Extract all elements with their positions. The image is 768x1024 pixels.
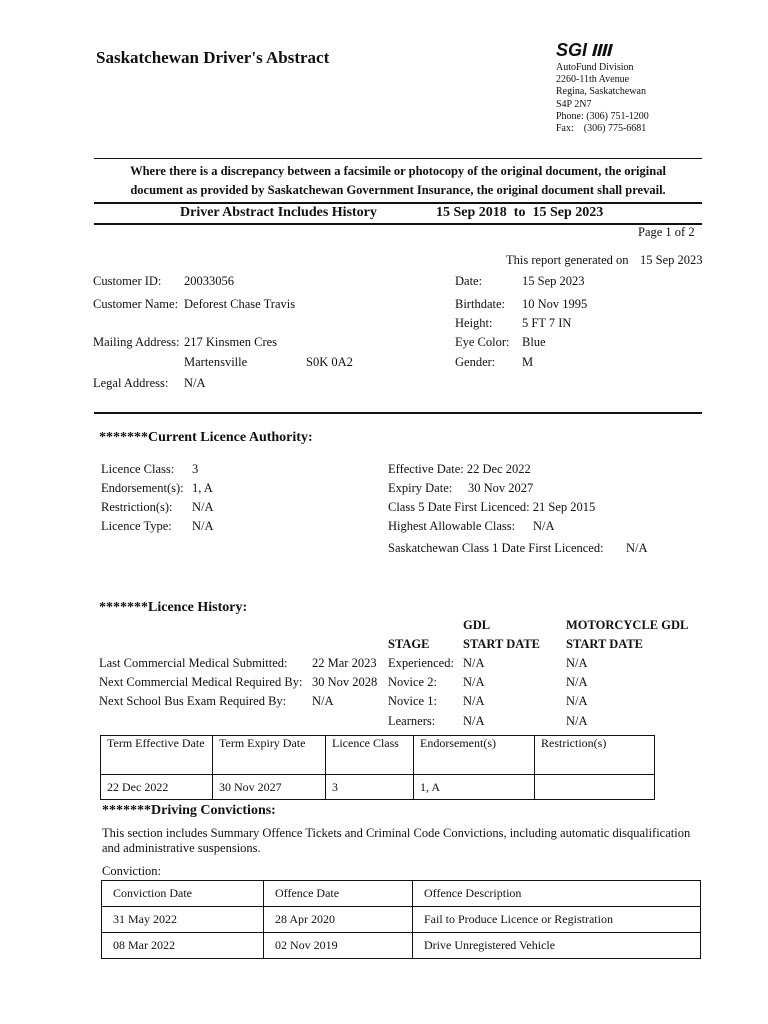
highest-class: N/A — [533, 519, 555, 533]
org-street: 2260-11th Avenue — [556, 74, 630, 86]
table-row — [102, 907, 701, 933]
endorsement-value: 1, A — [192, 481, 213, 495]
licence-class: 3 — [192, 462, 199, 476]
stage-row: Learners: — [388, 714, 436, 728]
org-division: AutoFund Division — [556, 62, 634, 73]
stage-gdl-value: N/A — [463, 694, 485, 708]
class5-first-licenced: Class 5 Date First Licenced: 21 Sep 2015 — [388, 500, 596, 514]
date-label: Date: — [455, 274, 483, 288]
height-label: Height: — [455, 316, 493, 330]
generated-date: 15 Sep 2023 — [640, 253, 703, 267]
school-bus-value: N/A — [312, 694, 334, 708]
conviction-label: Conviction: — [102, 864, 162, 878]
org-phone: Phone: (306) 751-1200 — [556, 110, 649, 122]
convictions-description: This section includes Summary Offence Tickets and Criminal Code Convictions, including automatic disqualification and administrative suspensions. — [102, 826, 691, 855]
mailing-postal: S0K 0A2 — [306, 355, 353, 369]
abstract-to: 15 Sep 2023 — [532, 205, 604, 220]
stage-gdl-value: N/A — [463, 656, 485, 670]
table-header-row — [102, 881, 701, 907]
legal-address: N/A — [184, 376, 206, 390]
legal-address-label: Legal Address: — [93, 376, 169, 390]
customer-id-label: Customer ID: — [93, 274, 162, 288]
sgi-logo — [556, 40, 614, 61]
licence-class-label: Licence Class: — [101, 462, 175, 476]
convictions-table — [101, 880, 701, 959]
org-city: Regina, Saskatchewan — [556, 86, 646, 98]
table-header-cell: Term Effective Date — [101, 736, 213, 775]
table-cell: 3 — [326, 775, 414, 800]
generated-label: This report generated on — [506, 253, 629, 267]
logo-stripes-icon — [592, 43, 614, 57]
abstract-from: 15 Sep 2018 — [436, 205, 507, 220]
table-header-row — [101, 736, 655, 775]
customer-rule — [94, 412, 702, 414]
endorsement-label: Endorsement(s): — [101, 481, 184, 495]
licence-authority-heading: *******Current Licence Authority: — [99, 430, 313, 445]
next-medical-label: Next Commercial Medical Required By: — [99, 675, 303, 689]
effective-date: Effective Date: 22 Dec 2022 — [388, 462, 531, 476]
stage-moto-value: N/A — [566, 694, 588, 708]
eye-color-label: Eye Color: — [455, 335, 510, 349]
org-address-block — [556, 62, 649, 135]
stage-row: Novice 1: — [388, 694, 437, 708]
header-rule — [94, 158, 702, 159]
table-cell: 1, A — [414, 775, 535, 800]
stage-row: Novice 2: — [388, 675, 437, 689]
table-cell: 30 Nov 2027 — [213, 775, 326, 800]
birthdate-label: Birthdate: — [455, 297, 505, 311]
table-cell: 28 Apr 2020 — [264, 907, 413, 933]
moto-start-header: START DATE — [566, 637, 644, 651]
class1-first-licenced: N/A — [626, 541, 648, 555]
gender-value: M — [522, 355, 534, 369]
eye-color-value: Blue — [522, 335, 546, 349]
motorcycle-gdl-header: MOTORCYCLE GDL — [566, 618, 689, 632]
mailing-address-label: Mailing Address: — [93, 335, 180, 349]
table-row — [102, 933, 701, 959]
stage-gdl-value: N/A — [463, 675, 485, 689]
table-cell — [535, 775, 655, 800]
org-fax: Fax: (306) 775-6681 — [556, 123, 647, 135]
last-medical-date: 22 Mar 2023 — [312, 656, 377, 670]
table-cell: 02 Nov 2019 — [264, 933, 413, 959]
document-title: Saskatchewan Driver's Abstract — [96, 48, 330, 67]
expiry-date-label: Expiry Date: — [388, 481, 453, 495]
stage-moto-value: N/A — [566, 656, 588, 670]
gdl-header: GDL — [463, 618, 491, 632]
licence-term-table — [100, 735, 655, 800]
abstract-top-rule — [94, 202, 702, 204]
table-header-cell: Offence Date — [264, 881, 413, 907]
restriction-label: Restriction(s): — [101, 500, 173, 514]
licence-type: N/A — [192, 519, 214, 533]
stage-moto-value: N/A — [566, 675, 588, 689]
customer-id: 20033056 — [184, 274, 234, 288]
table-cell: 08 Mar 2022 — [102, 933, 264, 959]
table-header-cell: Licence Class — [326, 736, 414, 775]
stage-moto-value: N/A — [566, 714, 588, 728]
customer-name: Deforest Chase Travis — [184, 297, 296, 311]
expiry-date: 30 Nov 2027 — [468, 481, 534, 495]
highest-class-label: Highest Allowable Class: — [388, 519, 516, 533]
birthdate-value: 10 Nov 1995 — [522, 297, 588, 311]
licence-history-heading: *******Licence History: — [99, 600, 248, 615]
mailing-street: 217 Kinsmen Cres — [184, 335, 278, 349]
table-header-cell: Offence Description — [413, 881, 701, 907]
table-header-cell: Endorsement(s) — [414, 736, 535, 775]
stage-gdl-value: N/A — [463, 714, 485, 728]
abstract-bottom-rule — [94, 223, 702, 225]
table-cell: Fail to Produce Licence or Registration — [413, 907, 701, 933]
gender-label: Gender: — [455, 355, 496, 369]
school-bus-label: Next School Bus Exam Required By: — [99, 694, 287, 708]
page-number: Page 1 of 2 — [638, 225, 695, 239]
table-header-cell: Term Expiry Date — [213, 736, 326, 775]
height-value: 5 FT 7 IN — [522, 316, 572, 330]
abstract-range: 15 Sep 2018 to 15 Sep 2023 — [436, 205, 604, 220]
customer-name-label: Customer Name: — [93, 297, 179, 311]
gdl-start-header: START DATE — [463, 637, 541, 651]
table-cell: 31 May 2022 — [102, 907, 264, 933]
driving-convictions-heading: *******Driving Convictions: — [102, 803, 276, 818]
abstract-label: Driver Abstract Includes History — [180, 205, 377, 220]
table-cell: Drive Unregistered Vehicle — [413, 933, 701, 959]
date-value: 15 Sep 2023 — [522, 274, 585, 288]
stage-row: Experienced: — [388, 656, 454, 670]
sgi-logo-text: SGI — [556, 40, 588, 60]
org-postal: S4P 2N7 — [556, 98, 592, 110]
discrepancy-notice: Where there is a discrepancy between a facsimile or photocopy of the original document, the original document as provided by Saskatchewan Government Insurance, the original document shall prevail. — [130, 164, 666, 197]
restriction-value: N/A — [192, 500, 214, 514]
next-medical-date: 30 Nov 2028 — [312, 675, 378, 689]
table-cell: 22 Dec 2022 — [101, 775, 213, 800]
table-header-cell: Restriction(s) — [535, 736, 655, 775]
table-row — [101, 775, 655, 800]
class1-first-licenced-label: Saskatchewan Class 1 Date First Licenced: — [388, 541, 604, 555]
licence-type-label: Licence Type: — [101, 519, 172, 533]
stage-header: STAGE — [388, 637, 430, 651]
last-medical-label: Last Commercial Medical Submitted: — [99, 656, 288, 670]
mailing-city: Martensville — [184, 355, 248, 369]
table-header-cell: Conviction Date — [102, 881, 264, 907]
